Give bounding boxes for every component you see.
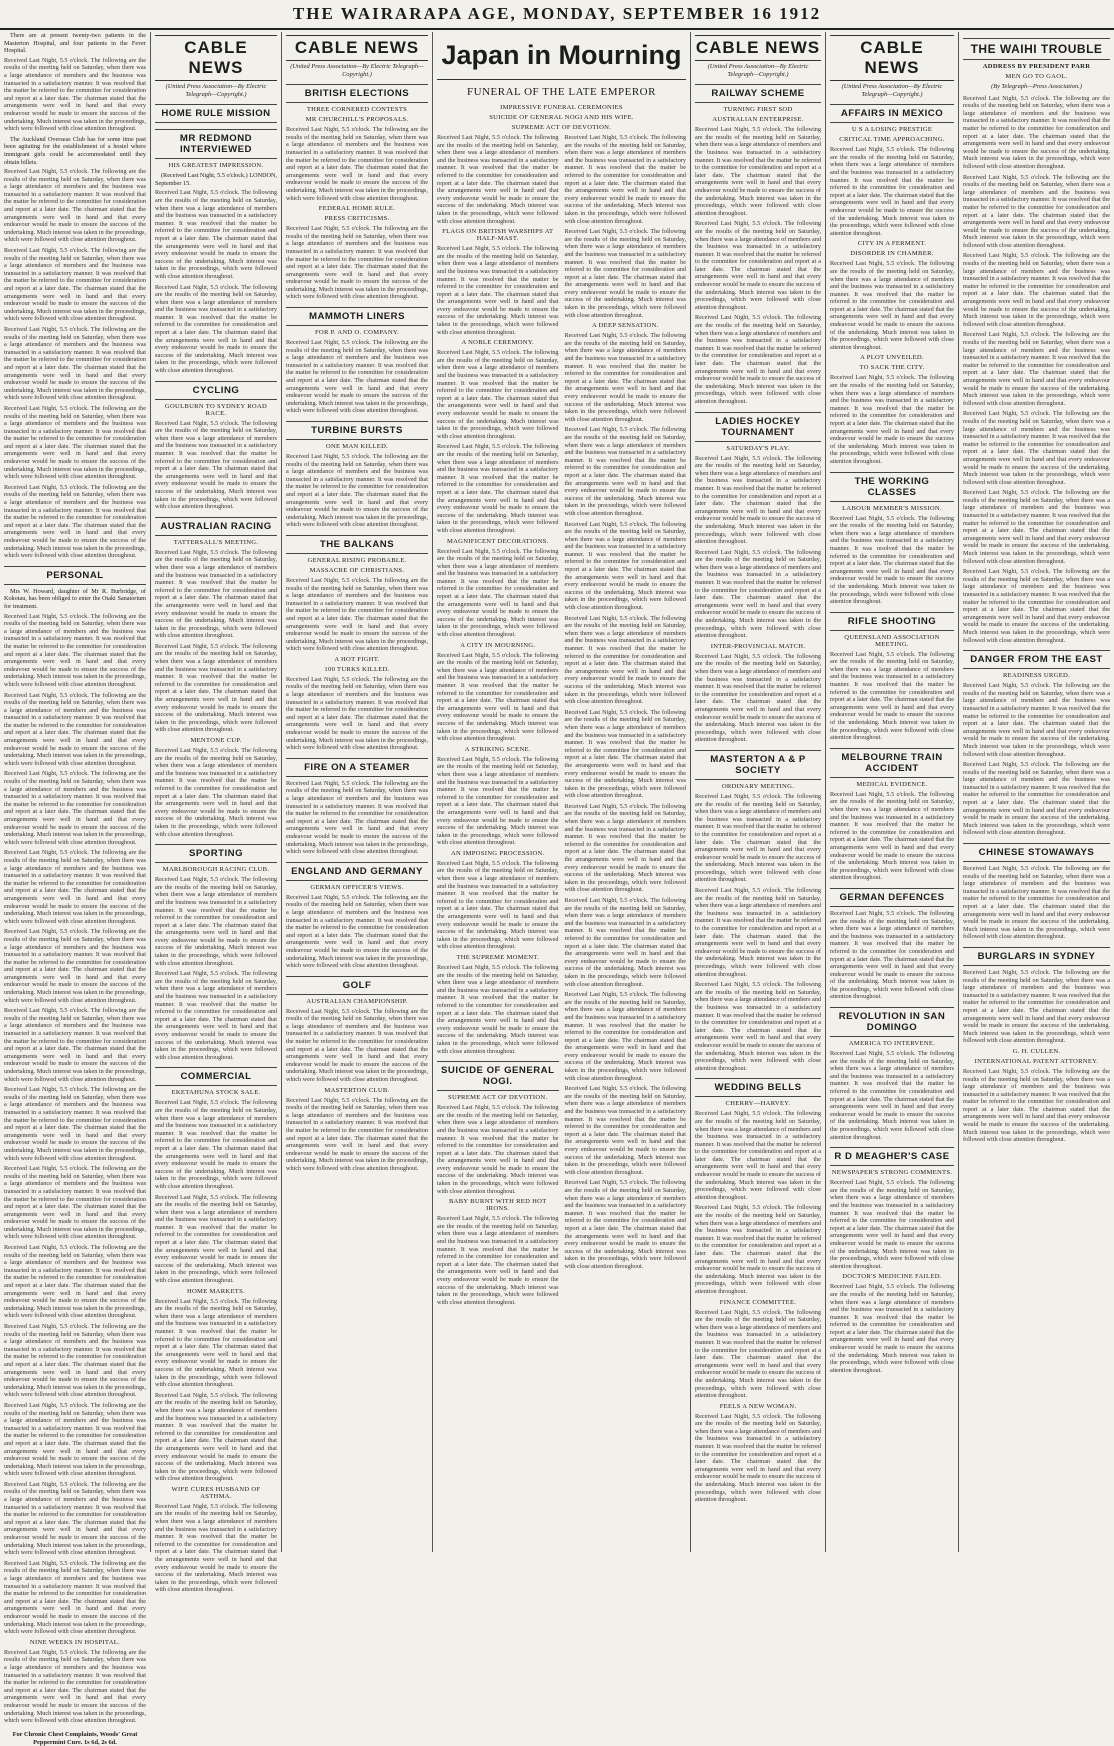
sub-heading: GOULBURN TO SYDNEY ROAD RACE. <box>164 402 268 417</box>
article-text: There are at present twenty-two patients in the Masterton Hospital, and four patients in the Fever Hospital. <box>4 32 146 55</box>
sub-heading: 100 TURKS KILLED. <box>324 665 390 673</box>
article-text: Received Last Night, 5.5 o'clock. The following are the results of the meeting held on Saturday, when there was a large attendance of members and the business was transacted in a satisfactory manner. It was resolved that the matter be referred to the committee for consideration and report at a later date. The chairman stated that the arrangements were well in hand and that every endeavour would be made to ensure the success of the undertaking. Much interest was taken in the proceedings, which were followed with close attention throughout. <box>963 173 1110 249</box>
section-heading: CYCLING <box>155 381 277 400</box>
cable-news-banner: CABLE NEWS <box>695 35 821 61</box>
sub-heading: PRESS CRITICISMS. <box>324 215 390 223</box>
sub-heading: AN IMPOSING PROCESSION. <box>450 849 545 857</box>
feature-headline: Japan in Mourning <box>437 32 686 80</box>
sub-heading: A CITY IN MOURNING. <box>460 641 536 649</box>
sub-heading: QUEENSLAND ASSOCIATION MEETING. <box>844 633 940 648</box>
article-text: Received Last Night, 5.5 o'clock. The following are the results of the meeting held on Saturday, when there was a large attendance of members and the business was transacted in a satisfactory manner. It was resolved that the matter be referred to the committee for consideration and report at a later date. The chairman stated that the arrangements were well in hand and that every endeavour would be made to ensure the success of the undertaking. Much interest was taken in the proceedings, which were followed with close attention throughout. <box>155 642 277 734</box>
section-heading: SPORTING <box>155 844 277 863</box>
section-heading: TURBINE BURSTS <box>286 421 428 440</box>
sub-heading: MAGNIFICENT DECORATIONS. <box>446 537 549 545</box>
article-text: Received Last Night, 5.5 o'clock. The following are the results of the meeting held on Saturday, when there was a large attendance of members and the business was transacted in a satisfactory manner. It was resolved that the matter be referred to the committee for consideration and report at a later date. The chairman stated that the arrangements were well in hand and that every endeavour would be made to ensure the success of the undertaking. Much interest was taken in the proceedings, which were followed with close attention throughout. <box>963 682 1110 758</box>
article-text: Received Last Night, 5.5 o'clock. The following are the results of the meeting held on Saturday, when there was a large attendance of members and the business was transacted in a satisfactory manner. It was resolved that the matter be referred to the committee for consideration and report at a later date. The chairman stated that the arrangements were well in hand and that every endeavour would be made to ensure the success of the undertaking. Much interest was taken in the proceedings, which were followed with close attention throughout. <box>830 374 954 465</box>
sub-heading: AMERICA TO INTERVENE. <box>848 1040 936 1048</box>
sub-heading: A DEEP SENSATION. <box>591 322 659 330</box>
section-heading: MAMMOTH LINERS <box>286 307 428 326</box>
article-text: Received Last Night, 5.5 o'clock. The following are the results of the meeting held on Saturday, when there was a large attendance of members and the business was transacted in a satisfactory manner. It was resolved that the matter be referred to the committee for consideration and report at a later date. The chairman stated that the arrangements were well in hand and that every endeavour would be made to ensure the success of the undertaking. Much interest was taken in the proceedings, which were followed with close attention throughout. <box>963 761 1110 837</box>
article-text: Received Last Night, 5.5 o'clock. The following are the results of the meeting held on Saturday, when there was a large attendance of members and the business was transacted in a satisfactory manner. It was resolved that the matter be referred to the committee for consideration and report at a later date. The chairman stated that the arrangements were well in hand and that every endeavour would be made to ensure the success of the undertaking. Much interest was taken in the proceedings, which were followed with close attention throughout. <box>963 1067 1110 1144</box>
article-text: Received Last Night, 5.5 o'clock. The following are the results of the meeting held on Saturday, when there was a large attendance of members and the business was transacted in a satisfactory manner. It was resolved that the matter be referred to the committee for consideration and report at a later date. The chairman stated that the arrangements were well in hand and that every endeavour would be made to ensure the success of the undertaking. Much interest was taken in the proceedings, which were followed with close attention throughout. <box>830 514 954 606</box>
feature-column-left <box>437 134 559 1309</box>
article-text: Received Last Night, 5.5 o'clock. The following are the results of the meeting held on Saturday, when there was a large attendance of members and the business was transacted in a satisfactory manner. It was resolved that the matter be referred to the committee for consideration and report at a later date. The chairman stated that the arrangements were well in hand and that every endeavour would be made to ensure the success of the undertaking. Much interest was taken in the proceedings, which were followed with close attention throughout. <box>564 1179 686 1270</box>
article-text: Received Last Night, 5.5 o'clock. The following are the results of the meeting held on Saturday, when there was a large attendance of members and the business was transacted in a satisfactory manner. It was resolved that the matter be referred to the committee for consideration and report at a later date. The chairman stated that the arrangements were well in hand and that every endeavour would be made to ensure the success of the undertaking. Much interest was taken in the proceedings, which were followed with close attention throughout. <box>564 802 686 894</box>
sub-heading: MASTERTON CLUB. <box>324 1086 390 1094</box>
sub-heading: READINESS URGED. <box>1002 672 1071 680</box>
article-text: Received Last Night, 5.5 o'clock. The following are the results of the meeting held on Saturday, when there was a large attendance of members and the business was transacted in a satisfactory manner. It was resolved that the matter be referred to the committee for consideration and report at a later date. The chairman stated that the arrangements were well in hand and that every endeavour would be made to ensure the success of the undertaking. Much interest was taken in the proceedings, which were followed with close attention throughout. <box>437 1104 559 1195</box>
section-heading: DANGER FROM THE EAST <box>963 650 1110 669</box>
sub-heading: DISORDER IN CHAMBER. <box>850 250 934 258</box>
article-text: Received Last Night, 5.5 o'clock. The following are the results of the meeting held on Saturday, when there was a large attendance of members and the business was transacted in a satisfactory manner. It was resolved that the matter be referred to the committee for consideration and report at a later date. The chairman stated that the arrangements were well in hand and that every endeavour would be made to ensure the success of the undertaking. Much interest was taken in the proceedings, which were followed with close attention throughout. <box>963 331 1110 407</box>
article-text: Received Last Night, 5.5 o'clock. The following are the results of the meeting held on Saturday, when there was a large attendance of members and the business was transacted in a satisfactory manner. It was resolved that the matter be referred to the committee for consideration and report at a later date. The chairman stated that the arrangements were well in hand and that every endeavour would be made to ensure the success of the undertaking. Much interest was taken in the proceedings, which were followed with close attention throughout. <box>963 968 1110 1045</box>
sub-heading: A HOT FIGHT. <box>334 655 380 663</box>
article-text: Received Last Night, 5.5 o'clock. The following are the results of the meeting held on Saturday, when there was a large attendance of members and the business was transacted in a satisfactory manner. It was resolved that the matter be referred to the committee for consideration and report at a later date. The chairman stated that the arrangements were well in hand and that every endeavour would be made to ensure the success of the undertaking. Much interest was taken in the proceedings, which were followed with close attention throughout. <box>286 1096 428 1172</box>
article-text: Received Last Night, 5.5 o'clock. The following are the results of the meeting held on Saturday, when there was a large attendance of members and the business was transacted in a satisfactory manner. It was resolved that the matter be referred to the committee for consideration and report at a later date. The chairman stated that the arrangements were well in hand and that every endeavour would be made to ensure the success of the undertaking. Much interest was taken in the proceedings, which were followed with close attention throughout. <box>963 252 1110 328</box>
advertisement-heading: BABY BURNT WITH RED HOT IRONS. <box>448 1198 547 1213</box>
article-text: Received Last Night, 5.5 o'clock. The following are the results of the meeting held on Saturday, when there was a large attendance of members and the business was transacted in a satisfactory manner. It was resolved that the matter be referred to the committee for consideration and report at a later date. The chairman stated that the arrangements were well in hand and that every endeavour would be made to ensure the success of the undertaking. Much interest was taken in the proceedings, which were followed with close attention throughout. <box>830 1283 954 1374</box>
section-heading: FIRE ON A STEAMER <box>286 758 428 777</box>
credit-line: (United Press Association—By Electric Telegraph—Copyright.) <box>707 63 809 78</box>
sub-heading: MARLBOROUGH RACING CLUB. <box>162 866 270 874</box>
article-text: Received Last Night, 5.5 o'clock. The following are the results of the meeting held on Saturday, when there was a large attendance of members and the business was transacted in a satisfactory manner. It was resolved that the matter be referred to the committee for consideration and report at a later date. The chairman stated that the arrangements were well in hand and that every endeavour would be made to ensure the success of the undertaking. Much interest was taken in the proceedings, which were followed with close attention throughout. <box>155 283 277 375</box>
sub-heading: MEDICAL EVIDENCE. <box>856 780 928 788</box>
article-text: Received Last Night, 5.5 o'clock. The following are the results of the meeting held on Saturday, when there was a large attendance of members and the business was transacted in a satisfactory manner. It was resolved that the matter be referred to the committee for consideration and report at a later date. The chairman stated that the arrangements were well in hand and that every endeavour would be made to ensure the success of the undertaking. Much interest was taken in the proceedings, which were followed with close attention throughout. <box>437 349 559 440</box>
article-text: Received Last Night, 5.5 o'clock. The following are the results of the meeting held on Saturday, when there was a large attendance of members and the business was transacted in a satisfactory manner. It was resolved that the matter be referred to the committee for consideration and report at a later date. The chairman stated that the arrangements were well in hand and that every endeavour would be made to ensure the success of the undertaking. Much interest was taken in the proceedings, which were followed with close attention throughout. <box>286 126 428 202</box>
section-heading: GOLF <box>286 976 428 995</box>
article-text: Received Last Night, 5.5 o'clock. The following are the results of the meeting held on Saturday, when there was a large attendance of members and the business was transacted in a satisfactory manner. It was resolved that the matter be referred to the committee for consideration and report at a later date. The chairman stated that the arrangements were well in hand and that every endeavour would be made to ensure the success of the undertaking. Much interest was taken in the proceedings, which were followed with close attention throughout. <box>4 1323 146 1399</box>
sub-heading: GERMAN OFFICER'S VIEWS. <box>310 883 404 891</box>
section-heading: SUICIDE OF GENERAL NOGI. <box>437 1061 559 1091</box>
article-text: Received Last Night, 5.5 o'clock. The following are the results of the meeting held on Saturday, when there was a large attendance of members and the business was transacted in a satisfactory manner. It was resolved that the matter be referred to the committee for consideration and report at a later date. The chairman stated that the arrangements were well in hand and that every endeavour would be made to ensure the success of the undertaking. Much interest was taken in the proceedings, which were followed with close attention throughout. <box>695 314 821 405</box>
article-text: Received Last Night, 5.5 o'clock. The following are the results of the meeting held on Saturday, when there was a large attendance of members and the business was transacted in a satisfactory manner. It was resolved that the matter be referred to the committee for consideration and report at a later date. The chairman stated that the arrangements were well in hand and that every endeavour would be made to ensure the success of the undertaking. Much interest was taken in the proceedings, which were followed with close attention throughout. <box>564 520 686 612</box>
article-text: Received Last Night, 5.5 o'clock. The following are the results of the meeting held on Saturday, when there was a large attendance of members and the business was transacted in a satisfactory manner. It was resolved that the matter be referred to the committee for consideration and report at a later date. The chairman stated that the arrangements were well in hand and that every endeavour would be made to ensure the success of the undertaking. Much interest was taken in the proceedings, which were followed with close attention throughout. <box>155 1502 277 1594</box>
article-text: Received Last Night, 5.5 o'clock. The following are the results of the meeting held on Saturday, when there was a large attendance of members and the business was transacted in a satisfactory manner. It was resolved that the matter be referred to the committee for consideration and report at a later date. The chairman stated that the arrangements were well in hand and that every endeavour would be made to ensure the success of the undertaking. Much interest was taken in the proceedings, which were followed with close attention throughout. <box>155 1193 277 1285</box>
article-text: Received Last Night, 5.5 o'clock. The following are the results of the meeting held on Saturday, when there was a large attendance of members and the business was transacted in a satisfactory manner. It was resolved that the matter be referred to the committee for consideration and report at a later date. The chairman stated that the arrangements were well in hand and that every endeavour would be made to ensure the success of the undertaking. Much interest was taken in the proceedings, which were followed with close attention throughout. <box>286 675 428 752</box>
sub-heading: TO SACK THE CITY. <box>859 364 925 372</box>
sub-heading: THREE CORNERED CONTESTS <box>306 106 408 114</box>
column-cable-news-2 <box>282 32 432 1552</box>
article-text: Received Last Night, 5.5 o'clock. The following are the results of the meeting held on Saturday, when there was a large attendance of members and the business was transacted in a satisfactory manner. It was resolved that the matter be referred to the committee for consideration and report at a later date. The chairman stated that the arrangements were well in hand and that every endeavour would be made to ensure the success of the undertaking. Much interest was taken in the proceedings, which were followed with close attention throughout. <box>4 928 146 1004</box>
article-text: Received Last Night, 5.5 o'clock. The following are the results of the meeting held on Saturday, when there was a large attendance of members and the business was transacted in a satisfactory manner. It was resolved that the matter be referred to the committee for consideration and report at a later date. The chairman stated that the arrangements were well in hand and that every endeavour would be made to ensure the success of the undertaking. Much interest was taken in the proceedings, which were followed with close attention throughout. <box>4 849 146 925</box>
article-text: Received Last Night, 5.5 o'clock. The following are the results of the meeting held on Saturday, when there was a large attendance of members and the business was transacted in a satisfactory manner. It was resolved that the matter be referred to the committee for consideration and report at a later date. The chairman stated that the arrangements were well in hand and that every endeavour would be made to ensure the success of the undertaking. Much interest was taken in the proceedings, which were followed with close attention throughout. <box>4 1086 146 1162</box>
article-text: Received Last Night, 5.5 o'clock. The following are the results of the meeting held on Saturday, when there was a large attendance of members and the business was transacted in a satisfactory manner. It was resolved that the matter be referred to the committee for consideration and report at a later date. The chairman stated that the arrangements were well in hand and that every endeavour would be made to ensure the success of the undertaking. Much interest was taken in the proceedings, which were followed with close attention throughout. <box>155 970 277 1061</box>
article-text: Received Last Night, 5.5 o'clock. The following are the results of the meeting held on Saturday, when there was a large attendance of members and the business was transacted in a satisfactory manner. It was resolved that the matter be referred to the committee for consideration and report at a later date. The chairman stated that the arrangements were well in hand and that every endeavour would be made to ensure the success of the undertaking. Much interest was taken in the proceedings, which were followed with close attention throughout. <box>437 443 559 534</box>
sub-heading: MR CHURCHILL'S PROPOSALS. <box>305 116 409 124</box>
sub-heading: INTER-PROVINCIAL MATCH. <box>710 642 806 650</box>
sub-heading: GENERAL RISING PROBABLE. <box>307 556 407 564</box>
article-text: Received Last Night, 5.5 o'clock. The following are the results of the meeting held on Saturday, when there was a large attendance of members and the business was transacted in a satisfactory manner. It was resolved that the matter be referred to the committee for consideration and report at a later date. The chairman stated that the arrangements were well in hand and that every endeavour would be made to ensure the success of the undertaking. Much interest was taken in the proceedings, which were followed with close attention throughout. <box>286 1007 428 1084</box>
feature-column-right <box>565 134 687 1309</box>
article-text: Received Last Night, 5.5 o'clock. The following are the results of the meeting held on Saturday, when there was a large attendance of members and the business was transacted in a satisfactory manner. It was resolved that the matter be referred to the committee for consideration and report at a later date. The chairman stated that the arrangements were well in hand and that every endeavour would be made to ensure the success of the undertaking. Much interest was taken in the proceedings, which were followed with close attention throughout. <box>4 247 146 323</box>
section-heading: COMMERCIAL <box>155 1067 277 1086</box>
sub-heading: CHERRY—HARVEY. <box>725 1100 791 1108</box>
article-text: Received Last Night, 5.5 o'clock. The following are the results of the meeting held on Saturday, when there was a large attendance of members and the business was transacted in a satisfactory manner. It was resolved that the matter be referred to the committee for consideration and report at a later date. The chairman stated that the arrangements were well in hand and that every endeavour would be made to ensure the success of the undertaking. Much interest was taken in the proceedings, which were followed with close attention throughout. <box>4 612 146 688</box>
section-heading: CHINESE STOWAWAYS <box>963 843 1110 862</box>
sub-heading: NEWSPAPER'S STRONG COMMENTS. <box>831 1169 953 1177</box>
sub-heading: FOR P. AND O. COMPANY. <box>314 329 400 337</box>
article-text: Received Last Night, 5.5 o'clock. The following are the results of the meeting held on Saturday, when there was a large attendance of members and the business was transacted in a satisfactory manner. It was resolved that the matter be referred to the committee for consideration and report at a later date. The chairman stated that the arrangements were well in hand and that every endeavour would be made to ensure the success of the undertaking. Much interest was taken in the proceedings, which were followed with close attention throughout. <box>695 652 821 744</box>
article-text: Received Last Night, 5.5 o'clock. The following are the results of the meeting held on Saturday, when there was a large attendance of members and the business was transacted in a satisfactory manner. It was resolved that the matter be referred to the committee for consideration and report at a later date. The chairman stated that the arrangements were well in hand and that every endeavour would be made to ensure the success of the undertaking. Much interest was taken in the proceedings, which were followed with close attention throughout. <box>4 770 146 846</box>
article-text: Received Last Night, 5.5 o'clock. The following are the results of the meeting held on Saturday, when there was a large attendance of members and the business was transacted in a satisfactory manner. It was resolved that the matter be referred to the committee for consideration and report at a later date. The chairman stated that the arrangements were well in hand and that every endeavour would be made to ensure the success of the undertaking. Much interest was taken in the proceedings, which were followed with close attention throughout. <box>155 876 277 967</box>
article-text: Received Last Night, 5.5 o'clock. The following are the results of the meeting held on Saturday, when there was a large attendance of members and the business was transacted in a satisfactory manner. It was resolved that the matter be referred to the committee for consideration and report at a later date. The chairman stated that the arrangements were well in hand and that every endeavour would be made to ensure the success of the undertaking. Much interest was taken in the proceedings, which were followed with close attention throughout. <box>830 909 954 1001</box>
section-heading: REVOLUTION IN SAN DOMINGO <box>830 1007 954 1037</box>
article-text: Received Last Night, 5.5 o'clock. The following are the results of the meeting held on Saturday, when there was a large attendance of members and the business was transacted in a satisfactory manner. It was resolved that the matter be referred to the committee for consideration and report at a later date. The chairman stated that the arrangements were well in hand and that every endeavour would be made to ensure the success of the undertaking. Much interest was taken in the proceedings, which were followed with close attention throughout. <box>564 1085 686 1176</box>
sub-heading: SUPREME ACT OF DEVOTION. <box>448 1094 548 1102</box>
section-heading: RAILWAY SCHEME <box>695 84 821 103</box>
article-text: Received Last Night, 5.5 o'clock. The following are the results of the meeting held on Saturday, when there was a large attendance of members and the business was transacted in a satisfactory manner. It was resolved that the matter be referred to the committee for consideration and report at a later date. The chairman stated that the arrangements were well in hand and that every endeavour would be made to ensure the success of the undertaking. Much interest was taken in the proceedings, which were followed with close attention throughout. <box>286 339 428 415</box>
sub-heading: SUPREME ACT OF DEVOTION. <box>511 124 612 131</box>
article-text: Received Last Night, 5.5 o'clock. The following are the results of the meeting held on Saturday, when there was a large attendance of members and the business was transacted in a satisfactory manner. It was resolved that the matter be referred to the committee for consideration and report at a later date. The chairman stated that the arrangements were well in hand and that every endeavour would be made to ensure the success of the undertaking. Much interest was taken in the proceedings, which were followed with close attention throughout. <box>564 426 686 517</box>
article-text: Received Last Night, 5.5 o'clock. The following are the results of the meeting held on Saturday, when there was a large attendance of members and the business was transacted in a satisfactory manner. It was resolved that the matter be referred to the committee for consideration and report at a later date. The chairman stated that the arrangements were well in hand and that every endeavour would be made to ensure the success of the undertaking. Much interest was taken in the proceedings, which were followed with close attention throughout. <box>437 651 559 743</box>
sub-heading: HIS GREATEST IMPRESSION. <box>168 162 264 170</box>
sub-heading: NINE WEEKS IN HOSPITAL. <box>29 1638 121 1646</box>
article-text: Received Last Night, 5.5 o'clock. The following are the results of the meeting held on Saturday, when there was a large attendance of members and the business was transacted in a satisfactory manner. It was resolved that the matter be referred to the committee for consideration and report at a later date. The chairman stated that the arrangements were well in hand and that every endeavour would be made to ensure the success of the undertaking. Much interest was taken in the proceedings, which were followed with close attention throughout. <box>695 1308 821 1400</box>
section-heading: AFFAIRS IN MEXICO <box>830 104 954 123</box>
article-text: Received Last Night, 5.5 o'clock. The following are the results of the meeting held on Saturday, when there was a large attendance of members and the business was transacted in a satisfactory manner. It was resolved that the matter be referred to the committee for consideration and report at a later date. The chairman stated that the arrangements were well in hand and that every endeavour would be made to ensure the success of the undertaking. Much interest was taken in the proceedings, which were followed with close attention throughout. <box>4 1401 146 1478</box>
article-text: Received Last Night, 5.5 o'clock. The following are the results of the meeting held on Saturday, when there was a large attendance of members and the business was transacted in a satisfactory manner. It was resolved that the matter be referred to the committee for consideration and report at a later date. The chairman stated that the arrangements were well in hand and that every endeavour would be made to ensure the success of the undertaking. Much interest was taken in the proceedings, which were followed with close attention throughout. <box>4 1244 146 1320</box>
sub-heading: MENTONE CUP. <box>190 737 242 744</box>
column-cable-news-1 <box>151 32 281 1594</box>
sub-heading: FLAGS ON BRITISH WARSHIPS AT HALF-MAST. <box>442 228 554 243</box>
sub-heading: MASSACRE OF CHRISTIANS. <box>309 566 405 574</box>
article-text: Received Last Night, 5.5 o'clock. The following are the results of the meeting held on Saturday, when there was a large attendance of members and the business was transacted in a satisfactory manner. It was resolved that the matter be referred to the committee for consideration and report at a later date. The chairman stated that the arrangements were well in hand and that every endeavour would be made to ensure the success of the undertaking. Much interest was taken in the proceedings, which were followed with close attention throughout. <box>437 755 559 847</box>
article-text: Received Last Night, 5.5 o'clock. The following are the results of the meeting held on Saturday, when there was a large attendance of members and the business was transacted in a satisfactory manner. It was resolved that the matter be referred to the committee for consideration and report at a later date. The chairman stated that the arrangements were well in hand and that every endeavour would be made to ensure the success of the undertaking. Much interest was taken in the proceedings, which were followed with close attention throughout. <box>695 887 821 978</box>
column-cable-news-4 <box>826 32 958 1552</box>
article-text: Mrs W. Howard, daughter of Mr R. Burbridge, of Kokotau, has been obliged to enter the Otaki Sanatorium for treatment. <box>4 587 146 610</box>
sub-heading: MEN GO TO GAOL. <box>1005 73 1068 80</box>
sub-heading: ADDRESS BY PRESIDENT PARR <box>982 63 1091 70</box>
article-text: Received Last Night, 5.5 o'clock. The following are the results of the meeting held on Saturday, when there was a large attendance of members and the business was transacted in a satisfactory manner. It was resolved that the matter be referred to the committee for consideration and report at a later date. The chairman stated that the arrangements were well in hand and that every endeavour would be made to ensure the success of the undertaking. Much interest was taken in the proceedings, which were followed with close attention throughout. <box>830 260 954 351</box>
article-text: Received Last Night, 5.5 o'clock. The following are the results of the meeting held on Saturday, when there was a large attendance of members and the business was transacted in a satisfactory manner. It was resolved that the matter be referred to the committee for consideration and report at a later date. The chairman stated that the arrangements were well in hand and that every endeavour would be made to ensure the success of the undertaking. Much interest was taken in the proceedings, which were followed with close attention throughout. <box>155 1391 277 1483</box>
article-text: Received Last Night, 5.5 o'clock. The following are the results of the meeting held on Saturday, when there was a large attendance of members and the business was transacted in a satisfactory manner. It was resolved that the matter be referred to the committee for consideration and report at a later date. The chairman stated that the arrangements were well in hand and that every endeavour would be made to ensure the success of the undertaking. Much interest was taken in the proceedings, which were followed with close attention throughout. <box>155 419 277 511</box>
article-text: Received Last Night, 5.5 o'clock. The following are the results of the meeting held on Saturday, when there was a large attendance of members and the business was transacted in a satisfactory manner. It was resolved that the matter be referred to the committee for consideration and report at a later date. The chairman stated that the arrangements were well in hand and that every endeavour would be made to ensure the success of the undertaking. Much interest was taken in the proceedings, which were followed with close attention throughout. <box>695 126 821 217</box>
article-text: Received Last Night, 5.5 o'clock. The following are the results of the meeting held on Saturday, when there was a large attendance of members and the business was transacted in a satisfactory manner. It was resolved that the matter be referred to the committee for consideration and report at a later date. The chairman stated that the arrangements were well in hand and that every endeavour would be made to ensure the success of the undertaking. Much interest was taken in the proceedings, which were followed with close attention throughout. <box>963 94 1110 170</box>
feature-columns <box>437 134 686 1309</box>
article-text: Received Last Night, 5.5 o'clock. The following are the results of the meeting held on Saturday, when there was a large attendance of members and the business was transacted in a satisfactory manner. It was resolved that the matter be referred to the committee for consideration and report at a later date. The chairman stated that the arrangements were well in hand and that every endeavour would be made to ensure the success of the undertaking. Much interest was taken in the proceedings, which were followed with close attention throughout. <box>4 404 146 481</box>
section-heading: PERSONAL <box>4 566 146 585</box>
article-text: Received Last Night, 5.5 o'clock. The following are the results of the meeting held on Saturday, when there was a large attendance of members and the business was transacted in a satisfactory manner. It was resolved that the matter be referred to the committee for consideration and report at a later date. The chairman stated that the arrangements were well in hand and that every endeavour would be made to ensure the success of the undertaking. Much interest was taken in the proceedings, which were followed with close attention throughout. <box>155 1297 277 1389</box>
advertisement: For Chronic Chest Complaints, Woods' Great Peppermint Cure. 1s 6d, 2s 6d. <box>12 1731 138 1746</box>
article-text: Received Last Night, 5.5 o'clock. The following are the results of the meeting held on Saturday, when there was a large attendance of members and the business was transacted in a satisfactory manner. It was resolved that the matter be referred to the committee for consideration and report at a later date. The chairman stated that the arrangements were well in hand and that every endeavour would be made to ensure the success of the undertaking. Much interest was taken in the proceedings, which were followed with close attention throughout. <box>695 1110 821 1201</box>
column-local-news <box>0 32 150 1746</box>
article-text: Received Last Night, 5.5 o'clock. The following are the results of the meeting held on Saturday, when there was a large attendance of members and the business was transacted in a satisfactory manner. It was resolved that the matter be referred to the committee for consideration and report at a later date. The chairman stated that the arrangements were well in hand and that every endeavour would be made to ensure the success of the undertaking. Much interest was taken in the proceedings, which were followed with close attention throughout. <box>963 865 1110 941</box>
sub-heading: CITY IN A FERMENT. <box>857 240 927 248</box>
credit-line: (United Press Association—By Electric Telegraph—Copyright.) <box>841 83 943 98</box>
article-text: Received Last Night, 5.5 o'clock. The following are the results of the meeting held on Saturday, when there was a large attendance of members and the business was transacted in a satisfactory manner. It was resolved that the matter be referred to the committee for consideration and report at a later date. The chairman stated that the arrangements were well in hand and that every endeavour would be made to ensure the success of the undertaking. Much interest was taken in the proceedings, which were followed with close attention throughout. <box>695 220 821 311</box>
article-text: Received Last Night, 5.5 o'clock. The following are the results of the meeting held on Saturday, when there was a large attendance of members and the business was transacted in a satisfactory manner. It was resolved that the matter be referred to the committee for consideration and report at a later date. The chairman stated that the arrangements were well in hand and that every endeavour would be made to ensure the success of the undertaking. Much interest was taken in the proceedings, which were followed with close attention throughout. <box>155 1099 277 1190</box>
section-heading: GERMAN DEFENCES <box>830 888 954 907</box>
article-text: Received Last Night, 5.5 o'clock. The following are the results of the meeting held on Saturday, when there was a large attendance of members and the business was transacted in a satisfactory manner. It was resolved that the matter be referred to the committee for consideration and report at a later date. The chairman stated that the arrangements were well in hand and that every endeavour would be made to ensure the success of the undertaking. Much interest was taken in the proceedings, which were followed with close attention throughout. <box>286 225 428 301</box>
article-text: Received Last Night, 5.5 o'clock. The following are the results of the meeting held on Saturday, when there was a large attendance of members and the business was transacted in a satisfactory manner. It was resolved that the matter be referred to the committee for consideration and report at a later date. The chairman stated that the arrangements were well in hand and that every endeavour would be made to ensure the success of the undertaking. Much interest was taken in the proceedings, which were followed with close attention throughout. <box>695 981 821 1072</box>
section-heading: ENGLAND AND GERMANY <box>286 862 428 881</box>
article-text: Received Last Night, 5.5 o'clock. The following are the results of the meeting held on Saturday, when there was a large attendance of members and the business was transacted in a satisfactory manner. It was resolved that the matter be referred to the committee for consideration and report at a later date. The chairman stated that the arrangements were well in hand and that every endeavour would be made to ensure the success of the undertaking. Much interest was taken in the proceedings, which were followed with close attention throughout. <box>564 228 686 319</box>
sub-heading: LABOUR MEMBER'S MISSION. <box>842 504 942 512</box>
article-text: Received Last Night, 5.5 o'clock. The following are the results of the meeting held on Saturday, when there was a large attendance of members and the business was transacted in a satisfactory manner. It was resolved that the matter be referred to the committee for consideration and report at a later date. The chairman stated that the arrangements were well in hand and that every endeavour would be made to ensure the success of the undertaking. Much interest was taken in the proceedings, which were followed with close attention throughout. <box>4 691 146 767</box>
cable-news-banner: CABLE NEWS <box>286 35 428 61</box>
sub-heading: TATTERSALL'S MEETING. <box>173 538 259 546</box>
sub-heading: TURNING FIRST SOD <box>723 106 793 114</box>
article-text: Received Last Night, 5.5 o'clock. The following are the results of the meeting held on Saturday, when there was a large attendance of members and the business was transacted in a satisfactory manner. It was resolved that the matter be referred to the committee for consideration and report at a later date. The chairman stated that the arrangements were well in hand and that every endeavour would be made to ensure the success of the undertaking. Much interest was taken in the proceedings, which were followed with close attention throughout. <box>437 245 559 336</box>
section-heading: THE WAIHI TROUBLE <box>963 38 1110 60</box>
article-text: Received Last Night, 5.5 o'clock. The following are the results of the meeting held on Saturday, when there was a large attendance of members and the business was transacted in a satisfactory manner. It was resolved that the matter be referred to the committee for consideration and report at a later date. The chairman stated that the arrangements were well in hand and that every endeavour would be made to ensure the success of the undertaking. Much interest was taken in the proceedings, which were followed with close attention throughout. <box>4 325 146 402</box>
article-text: The Auckland Overseas Club has for some time past been agitating for the establishment of a hostel where immigrant girls could be accommodated until they obtain billets. <box>4 135 146 166</box>
article-text: Received Last Night, 5.5 o'clock. The following are the results of the meeting held on Saturday, when there was a large attendance of members and the business was transacted in a satisfactory manner. It was resolved that the matter be referred to the committee for consideration and report at a later date. The chairman stated that the arrangements were well in hand and that every endeavour would be made to ensure the success of the undertaking. Much interest was taken in the proceedings, which were followed with close attention throughout. <box>963 568 1110 644</box>
section-heading: THE BALKANS <box>286 535 428 554</box>
article-text: Received Last Night, 5.5 o'clock. The following are the results of the meeting held on Saturday, when there was a large attendance of members and the business was transacted in a satisfactory manner. It was resolved that the matter be referred to the committee for consideration and report at a later date. The chairman stated that the arrangements were well in hand and that every endeavour would be made to ensure the success of the undertaking. Much interest was taken in the proceedings, which were followed with close attention throughout. <box>564 332 686 423</box>
article-text: Received Last Night, 5.5 o'clock. The following are the results of the meeting held on Saturday, when there was a large attendance of members and the business was transacted in a satisfactory manner. It was resolved that the matter be referred to the committee for consideration and report at a later date. The chairman stated that the arrangements were well in hand and that every endeavour would be made to ensure the success of the undertaking. Much interest was taken in the proceedings, which were followed with close attention throughout. <box>564 991 686 1082</box>
article-text: Received Last Night, 5.5 o'clock. The following are the results of the meeting held on Saturday, when there was a large attendance of members and the business was transacted in a satisfactory manner. It was resolved that the matter be referred to the committee for consideration and report at a later date. The chairman stated that the arrangements were well in hand and that every endeavour would be made to ensure the success of the undertaking. Much interest was taken in the proceedings, which were followed with close attention throughout. <box>564 897 686 988</box>
article-text: Received Last Night, 5.5 o'clock. The following are the results of the meeting held on Saturday, when there was a large attendance of members and the business was transacted in a satisfactory manner. It was resolved that the matter be referred to the committee for consideration and report at a later date. The chairman stated that the arrangements were well in hand and that every endeavour would be made to ensure the success of the undertaking. Much interest was taken in the proceedings, which were followed with close attention throughout. <box>564 708 686 800</box>
article-text: Received Last Night, 5.5 o'clock. The following are the results of the meeting held on Saturday, when there was a large attendance of members and the business was transacted in a satisfactory manner. It was resolved that the matter be referred to the committee for consideration and report at a later date. The chairman stated that the arrangements were well in hand and that every endeavour would be made to ensure the success of the undertaking. Much interest was taken in the proceedings, which were followed with close attention throughout. <box>695 548 821 640</box>
article-text: Received Last Night, 5.5 o'clock. The following are the results of the meeting held on Saturday, when there was a large attendance of members and the business was transacted in a satisfactory manner. It was resolved that the matter be referred to the committee for consideration and report at a later date. The chairman stated that the arrangements were well in hand and that every endeavour would be made to ensure the success of the undertaking. Much interest was taken in the proceedings, which were followed with close attention throughout. <box>4 1007 146 1083</box>
article-text: Received Last Night, 5.5 o'clock. The following are the results of the meeting held on Saturday, when there was a large attendance of members and the business was transacted in a satisfactory manner. It was resolved that the matter be referred to the committee for consideration and report at a later date. The chairman stated that the arrangements were well in hand and that every endeavour would be made to ensure the success of the undertaking. Much interest was taken in the proceedings, which were followed with close attention throughout. <box>4 1480 146 1557</box>
article-text: Received Last Night, 5.5 o'clock. The following are the results of the meeting held on Saturday, when there was a large attendance of members and the business was transacted in a satisfactory manner. It was resolved that the matter be referred to the committee for consideration and report at a later date. The chairman stated that the arrangements were well in hand and that every endeavour would be made to ensure the success of the undertaking. Much interest was taken in the proceedings, which were followed with close attention throughout. <box>695 1204 821 1295</box>
article-text: Received Last Night, 5.5 o'clock. The following are the results of the meeting held on Saturday, when there was a large attendance of members and the business was transacted in a satisfactory manner. It was resolved that the matter be referred to the committee for consideration and report at a later date. The chairman stated that the arrangements were well in hand and that every endeavour would be made to ensure the success of the undertaking. Much interest was taken in the proceedings, which were followed with close attention throughout. <box>963 410 1110 486</box>
section-heading: AUSTRALIAN RACING <box>155 517 277 536</box>
article-text: Received Last Night, 5.5 o'clock. The following are the results of the meeting held on Saturday, when there was a large attendance of members and the business was transacted in a satisfactory manner. It was resolved that the matter be referred to the committee for consideration and report at a later date. The chairman stated that the arrangements were well in hand and that every endeavour would be made to ensure the success of the undertaking. Much interest was taken in the proceedings, which were followed with close attention throughout. <box>437 859 559 951</box>
sub-heading: SATURDAY'S PLAY. <box>726 444 790 452</box>
article-text: Received Last Night, 5.5 o'clock. The following are the results of the meeting held on Saturday, when there was a large attendance of members and the business was transacted in a satisfactory manner. It was resolved that the matter be referred to the committee for consideration and report at a later date. The chairman stated that the arrangements were well in hand and that every endeavour would be made to ensure the success of the undertaking. Much interest was taken in the proceedings, which were followed with close attention throughout. <box>830 790 954 882</box>
article-text: Received Last Night, 5.5 o'clock. The following are the results of the meeting held on Saturday, when there was a large attendance of members and the business was transacted in a satisfactory manner. It was resolved that the matter be referred to the committee for consideration and report at a later date. The chairman stated that the arrangements were well in hand and that every endeavour would be made to ensure the success of the undertaking. Much interest was taken in the proceedings, which were followed with close attention throughout. <box>155 747 277 838</box>
masthead-title: THE WAIRARAPA AGE, MONDAY, SEPTEMBER 16 1912 <box>292 4 822 23</box>
article-text: Received Last Night, 5.5 o'clock. The following are the results of the meeting held on Saturday, when there was a large attendance of members and the business was transacted in a satisfactory manner. It was resolved that the matter be referred to the committee for consideration and report at a later date. The chairman stated that the arrangements were well in hand and that every endeavour would be made to ensure the success of the undertaking. Much interest was taken in the proceedings, which were followed with close attention throughout. <box>4 168 146 244</box>
article-text: Received Last Night, 5.5 o'clock. The following are the results of the meeting held on Saturday, when there was a large attendance of members and the business was transacted in a satisfactory manner. It was resolved that the matter be referred to the committee for consideration and report at a later date. The chairman stated that the arrangements were well in hand and that every endeavour would be made to ensure the success of the undertaking. Much interest was taken in the proceedings, which were followed with close attention throughout. <box>4 1559 146 1636</box>
cable-news-banner: CABLE NEWS <box>155 35 277 81</box>
section-heading: MASTERTON A & P SOCIETY <box>695 750 821 780</box>
dateline: (Received Last Night, 5.5 o'clock.) LONDON, September 15. <box>155 172 277 187</box>
article-text: Received Last Night, 5.5 o'clock. The following are the results of the meeting held on Saturday, when there was a large attendance of members and the business was transacted in a satisfactory manner. It was resolved that the matter be referred to the committee for consideration and report at a later date. The chairman stated that the arrangements were well in hand and that every endeavour would be made to ensure the success of the undertaking. Much interest was taken in the proceedings, which were followed with close attention throughout. <box>155 189 277 280</box>
sub-heading: ONE MAN KILLED. <box>325 443 389 450</box>
credit-line: (United Press Association—By Electric Telegraph—Copyright.) <box>290 63 424 78</box>
sub-heading: THE SUPREME MOMENT. <box>456 954 540 961</box>
article-text: Received Last Night, 5.5 o'clock. The following are the results of the meeting held on Saturday, when there was a large attendance of members and the business was transacted in a satisfactory manner. It was resolved that the matter be referred to the committee for consideration and report at a later date. The chairman stated that the arrangements were well in hand and that every endeavour would be made to ensure the success of the undertaking. Much interest was taken in the proceedings, which were followed with close attention throughout. <box>695 1412 821 1504</box>
sub-heading: A STRIKING SCENE. <box>464 745 531 753</box>
section-heading: HOME RULE MISSION <box>155 104 277 123</box>
credit-line: (By Telegraph—Press Association.) <box>991 83 1082 90</box>
section-heading: MELBOURNE TRAIN ACCIDENT <box>830 748 954 778</box>
section-heading: THE WORKING CLASSES <box>830 472 954 502</box>
article-text: Received Last Night, 5.5 o'clock. The following are the results of the meeting held on Saturday, when there was a large attendance of members and the business was transacted in a satisfactory manner. It was resolved that the matter be referred to the committee for consideration and report at a later date. The chairman stated that the arrangements were well in hand and that every endeavour would be made to ensure the success of the undertaking. Much interest was taken in the proceedings, which were followed with close attention throughout. <box>286 779 428 856</box>
section-heading: BURGLARS IN SYDNEY <box>963 947 1110 966</box>
article-text: Received Last Night, 5.5 o'clock. The following are the results of the meeting held on Saturday, when there was a large attendance of members and the business was transacted in a satisfactory manner. It was resolved that the matter be referred to the committee for consideration and report at a later date. The chairman stated that the arrangements were well in hand and that every endeavour would be made to ensure the success of the undertaking. Much interest was taken in the proceedings, which were followed with close attention throughout. <box>286 576 428 653</box>
article-text: Received Last Night, 5.5 o'clock. The following are the results of the meeting held on Saturday, when there was a large attendance of members and the business was transacted in a satisfactory manner. It was resolved that the matter be referred to the committee for consideration and report at a later date. The chairman stated that the arrangements were well in hand and that every endeavour would be made to ensure the success of the undertaking. Much interest was taken in the proceedings, which were followed with close attention throughout. <box>564 134 686 225</box>
article-text: Received Last Night, 5.5 o'clock. The following are the results of the meeting held on Saturday, when there was a large attendance of members and the business was transacted in a satisfactory manner. It was resolved that the matter be referred to the committee for consideration and report at a later date. The chairman stated that the arrangements were well in hand and that every endeavour would be made to ensure the success of the undertaking. Much interest was taken in the proceedings, which were followed with close attention throughout. <box>4 56 146 133</box>
article-text: Received Last Night, 5.5 o'clock. The following are the results of the meeting held on Saturday, when there was a large attendance of members and the business was transacted in a satisfactory manner. It was resolved that the matter be referred to the committee for consideration and report at a later date. The chairman stated that the arrangements were well in hand and that every endeavour would be made to ensure the success of the undertaking. Much interest was taken in the proceedings, which were followed with close attention throughout. <box>155 548 277 640</box>
advertisement-heading: FEELS A NEW WOMAN. <box>719 1402 797 1410</box>
section-heading: LADIES HOCKEY TOURNAMENT <box>695 412 821 442</box>
article-text: Received Last Night, 5.5 o'clock. The following are the results of the meeting held on Saturday, when there was a large attendance of members and the business was transacted in a satisfactory manner. It was resolved that the matter be referred to the committee for consideration and report at a later date. The chairman stated that the arrangements were well in hand and that every endeavour would be made to ensure the success of the undertaking. Much interest was taken in the proceedings, which were followed with close attention throughout. <box>564 614 686 706</box>
section-heading: R D MEAGHER'S CASE <box>830 1147 954 1166</box>
section-heading: MR REDMOND INTERVIEWED <box>155 129 277 159</box>
article-text: Received Last Night, 5.5 o'clock. The following are the results of the meeting held on Saturday, when there was a large attendance of members and the business was transacted in a satisfactory manner. It was resolved that the matter be referred to the committee for consideration and report at a later date. The chairman stated that the arrangements were well in hand and that every endeavour would be made to ensure the success of the undertaking. Much interest was taken in the proceedings, which were followed with close attention throughout. <box>4 1648 146 1725</box>
sub-heading: A NOBLE CEREMONY. <box>461 339 535 347</box>
advertisement-heading: DOCTOR'S MEDICINE FAILED. <box>842 1273 942 1281</box>
sub-heading: AUSTRALIAN CHAMPIONSHIP. <box>306 997 408 1005</box>
article-text: Received Last Night, 5.5 o'clock. The following are the results of the meeting held on Saturday, when there was a large attendance of members and the business was transacted in a satisfactory manner. It was resolved that the matter be referred to the committee for consideration and report at a later date. The chairman stated that the arrangements were well in hand and that every endeavour would be made to ensure the success of the undertaking. Much interest was taken in the proceedings, which were followed with close attention throughout. <box>4 1165 146 1241</box>
sub-heading: SUICIDE OF GENERAL NOGI AND HIS WIFE. <box>489 114 634 121</box>
article-text: Received Last Night, 5.5 o'clock. The following are the results of the meeting held on Saturday, when there was a large attendance of members and the business was transacted in a satisfactory manner. It was resolved that the matter be referred to the committee for consideration and report at a later date. The chairman stated that the arrangements were well in hand and that every endeavour would be made to ensure the success of the undertaking. Much interest was taken in the proceedings, which were followed with close attention throughout. <box>437 547 559 639</box>
article-text: Received Last Night, 5.5 o'clock. The following are the results of the meeting held on Saturday, when there was a large attendance of members and the business was transacted in a satisfactory manner. It was resolved that the matter be referred to the committee for consideration and report at a later date. The chairman stated that the arrangements were well in hand and that every endeavour would be made to ensure the success of the undertaking. Much interest was taken in the proceedings, which were followed with close attention throughout. <box>830 650 954 742</box>
sub-heading: EKETAHUNA STOCK SALE. <box>171 1089 261 1097</box>
sub-heading: FEDERAL HOME RULE. <box>318 205 396 213</box>
article-text: Received Last Night, 5.5 o'clock. The following are the results of the meeting held on Saturday, when there was a large attendance of members and the business was transacted in a satisfactory manner. It was resolved that the matter be referred to the committee for consideration and report at a later date. The chairman stated that the arrangements were well in hand and that every endeavour would be made to ensure the success of the undertaking. Much interest was taken in the proceedings, which were followed with close attention throughout. <box>963 489 1110 565</box>
advertisement-heading: G. H. CULLEN. <box>1012 1047 1061 1055</box>
sub-heading: A PLOT UNVEILED. <box>860 354 924 362</box>
article-text: Received Last Night, 5.5 o'clock. The following are the results of the meeting held on Saturday, when there was a large attendance of members and the business was transacted in a satisfactory manner. It was resolved that the matter be referred to the committee for consideration and report at a later date. The chairman stated that the arrangements were well in hand and that every endeavour would be made to ensure the success of the undertaking. Much interest was taken in the proceedings, which were followed with close attention throughout. <box>830 1179 954 1270</box>
sub-heading: ORDINARY MEETING. <box>721 782 795 790</box>
section-heading: BRITISH ELECTIONS <box>286 84 428 103</box>
article-text: Received Last Night, 5.5 o'clock. The following are the results of the meeting held on Saturday, when there was a large attendance of members and the business was transacted in a satisfactory manner. It was resolved that the matter be referred to the committee for consideration and report at a later date. The chairman stated that the arrangements were well in hand and that every endeavour would be made to ensure the success of the undertaking. Much interest was taken in the proceedings, which were followed with close attention throughout. <box>695 454 821 546</box>
credit-line: (United Press Association—By Electric Telegraph—Copyright.) <box>165 83 267 98</box>
article-text: Received Last Night, 5.5 o'clock. The following are the results of the meeting held on Saturday, when there was a large attendance of members and the business was transacted in a satisfactory manner. It was resolved that the matter be referred to the committee for consideration and report at a later date. The chairman stated that the arrangements were well in hand and that every endeavour would be made to ensure the success of the undertaking. Much interest was taken in the proceedings, which were followed with close attention throughout. <box>437 134 559 225</box>
section-heading: RIFLE SHOOTING <box>830 612 954 631</box>
sub-heading: AUSTRALIAN ENTERPRISE. <box>712 116 804 124</box>
article-text: Received Last Night, 5.5 o'clock. The following are the results of the meeting held on Saturday, when there was a large attendance of members and the business was transacted in a satisfactory manner. It was resolved that the matter be referred to the committee for consideration and report at a later date. The chairman stated that the arrangements were well in hand and that every endeavour would be made to ensure the success of the undertaking. Much interest was taken in the proceedings, which were followed with close attention throughout. <box>830 146 954 237</box>
article-text: Received Last Night, 5.5 o'clock. The following are the results of the meeting held on Saturday, when there was a large attendance of members and the business was transacted in a satisfactory manner. It was resolved that the matter be referred to the committee for consideration and report at a later date. The chairman stated that the arrangements were well in hand and that every endeavour would be made to ensure the success of the undertaking. Much interest was taken in the proceedings, which were followed with close attention throughout. <box>695 792 821 884</box>
article-text: Received Last Night, 5.5 o'clock. The following are the results of the meeting held on Saturday, when there was a large attendance of members and the business was transacted in a satisfactory manner. It was resolved that the matter be referred to the committee for consideration and report at a later date. The chairman stated that the arrangements were well in hand and that every endeavour would be made to ensure the success of the undertaking. Much interest was taken in the proceedings, which were followed with close attention throughout. <box>286 453 428 529</box>
sub-heading: CRITICAL TIME APPROACHING. <box>839 136 945 144</box>
column-cable-news-3 <box>691 32 825 1552</box>
advertisement-subheading: INTERNATIONAL PATENT ATTORNEY. <box>974 1057 1099 1065</box>
article-text: Received Last Night, 5.5 o'clock. The following are the results of the meeting held on Saturday, when there was a large attendance of members and the business was transacted in a satisfactory manner. It was resolved that the matter be referred to the committee for consideration and report at a later date. The chairman stated that the arrangements were well in hand and that every endeavour would be made to ensure the success of the undertaking. Much interest was taken in the proceedings, which were followed with close attention throughout. <box>437 964 559 1055</box>
cable-news-banner: CABLE NEWS <box>830 35 954 81</box>
article-text: Received Last Night, 5.5 o'clock. The following are the results of the meeting held on Saturday, when there was a large attendance of members and the business was transacted in a satisfactory manner. It was resolved that the matter be referred to the committee for consideration and report at a later date. The chairman stated that the arrangements were well in hand and that every endeavour would be made to ensure the success of the undertaking. Much interest was taken in the proceedings, which were followed with close attention throughout. <box>4 483 146 560</box>
sub-heading: FINANCE COMMITTEE. <box>719 1298 797 1306</box>
article-text: Received Last Night, 5.5 o'clock. The following are the results of the meeting held on Saturday, when there was a large attendance of members and the business was transacted in a satisfactory manner. It was resolved that the matter be referred to the committee for consideration and report at a later date. The chairman stated that the arrangements were well in hand and that every endeavour would be made to ensure the success of the undertaking. Much interest was taken in the proceedings, which were followed with close attention throughout. <box>286 893 428 970</box>
sub-heading: U S A LOSING PRESTIGE <box>851 126 933 134</box>
section-heading: WEDDING BELLS <box>695 1078 821 1097</box>
masthead <box>0 0 1114 30</box>
article-text: Received Last Night, 5.5 o'clock. The following are the results of the meeting held on Saturday, when there was a large attendance of members and the business was transacted in a satisfactory manner. It was resolved that the matter be referred to the committee for consideration and report at a later date. The chairman stated that the arrangements were well in hand and that every endeavour would be made to ensure the success of the undertaking. Much interest was taken in the proceedings, which were followed with close attention throughout. <box>437 1215 559 1306</box>
column-japan-mourning <box>433 32 690 1552</box>
article-text: Received Last Night, 5.5 o'clock. The following are the results of the meeting held on Saturday, when there was a large attendance of members and the business was transacted in a satisfactory manner. It was resolved that the matter be referred to the committee for consideration and report at a later date. The chairman stated that the arrangements were well in hand and that every endeavour would be made to ensure the success of the undertaking. Much interest was taken in the proceedings, which were followed with close attention throughout. <box>830 1050 954 1141</box>
sub-heading: WIFE CURES HUSBAND OF ASTHMA. <box>171 1485 261 1500</box>
column-waihi-trouble <box>959 32 1114 1552</box>
sub-heading: HOME MARKETS. <box>186 1287 246 1295</box>
feature-subheadline: FUNERAL OF THE LATE EMPEROR <box>467 86 656 98</box>
sub-heading: IMPRESSIVE FUNERAL CEREMONIES <box>500 104 623 111</box>
